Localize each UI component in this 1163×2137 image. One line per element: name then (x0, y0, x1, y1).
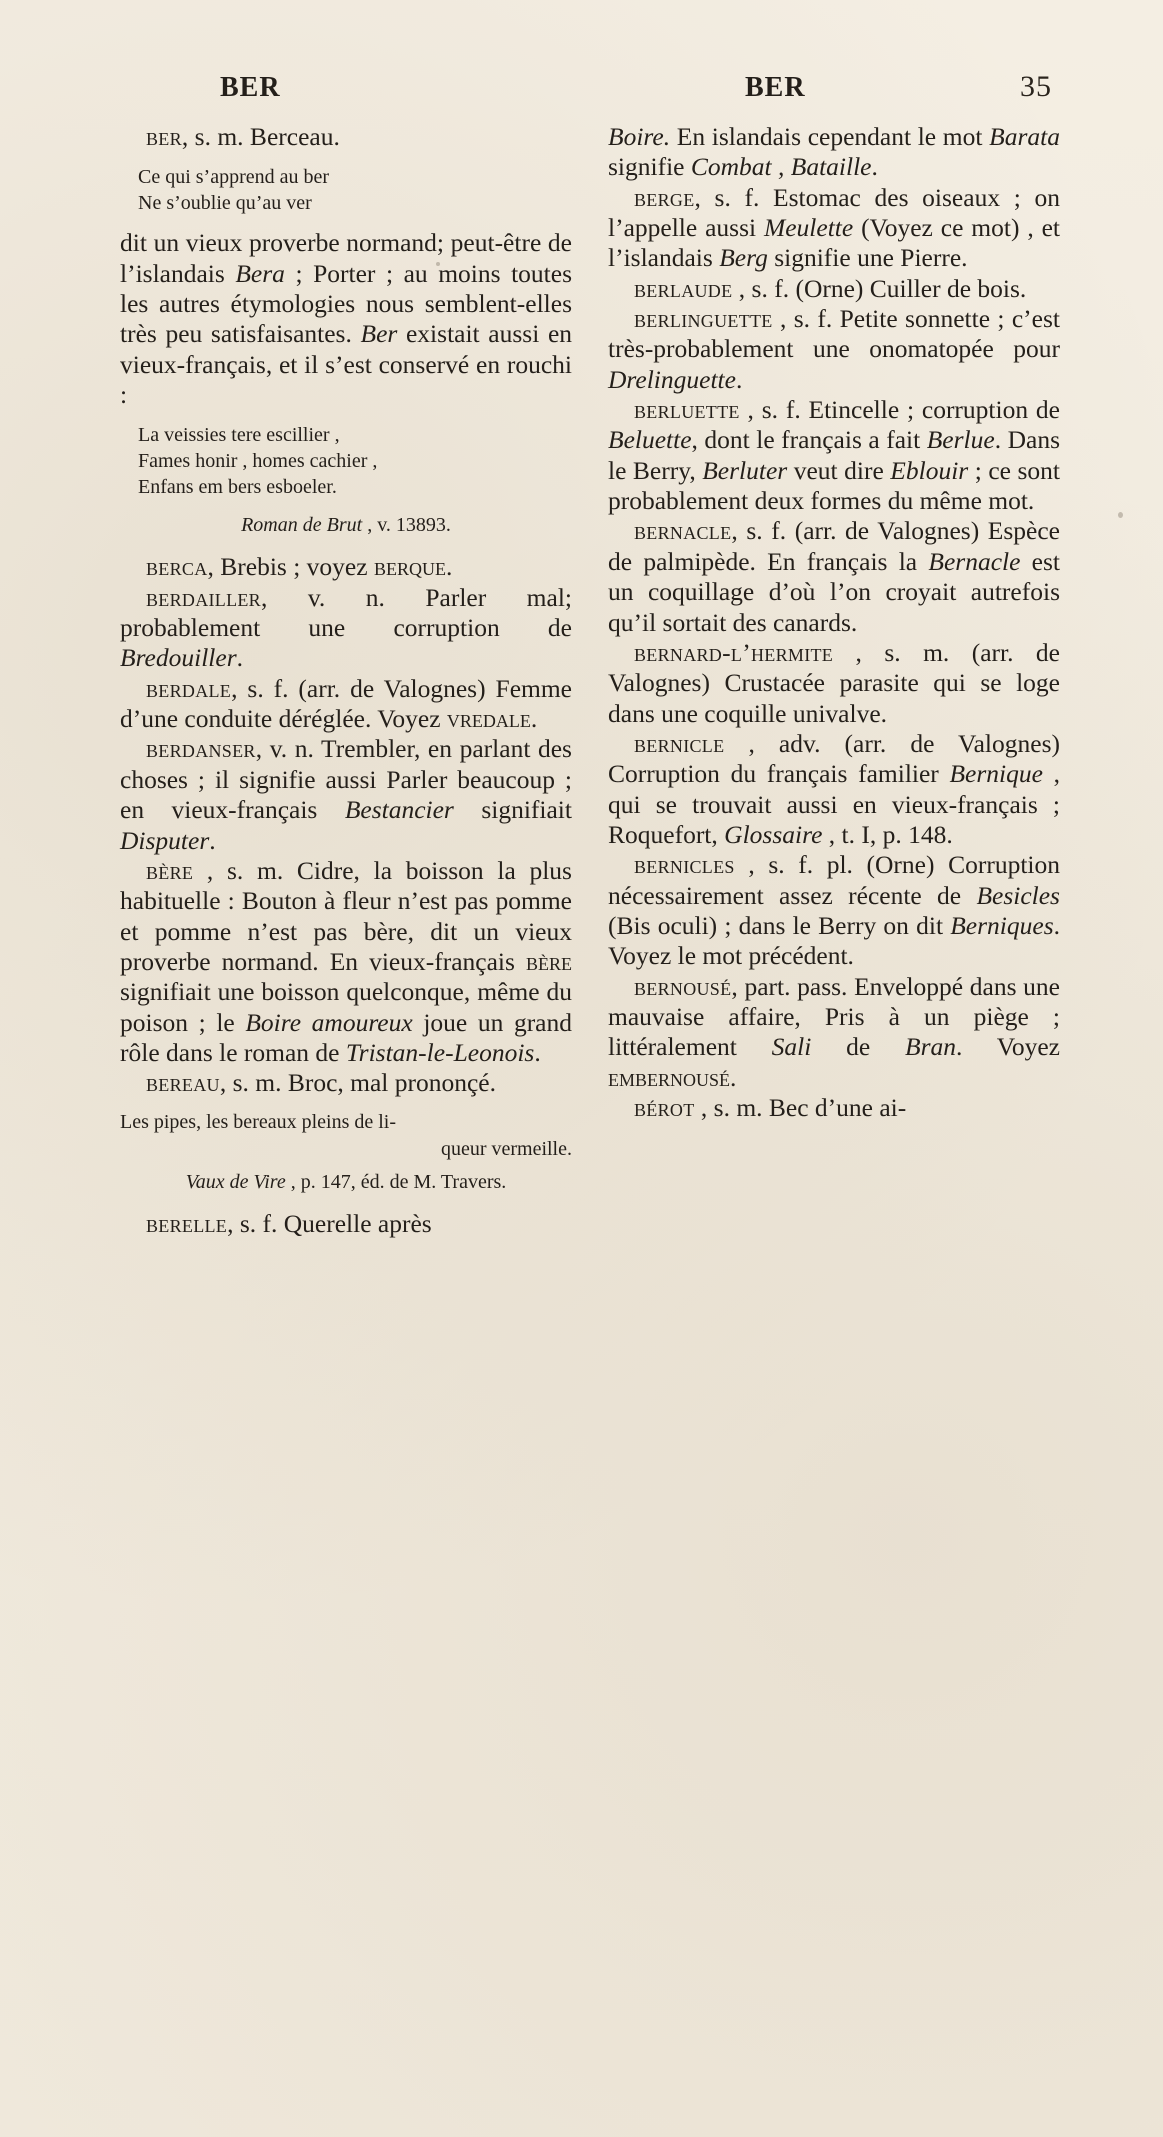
quote-line: queur vermeille. (440, 1137, 572, 1160)
verse-line: La veissies tere escillier , (138, 424, 340, 447)
entry-berluette: berluette , s. f. Etincelle ; corruption de Beluette, dont le français a fait Berlue. Dans le Berry, Berluter veut dire Eblouir ; ce sont probablement deux formes du même mot. (608, 395, 1060, 516)
entry-ber-body: dit un vieux proverbe normand; peut-être de l’islandais Bera ; Porter ; au moins toutes les autres étymologies nous semblent-elles très peu satisfaisantes. Ber existait aussi en vieux-français, et il s’est conservé en rouchi : (120, 228, 573, 410)
entry-berot: bérot , s. m. Bec d’une ai- (634, 1093, 907, 1122)
verse-line: Ne s’oublie qu’au ver (138, 192, 312, 215)
verse-line: Ce qui s’apprend au ber (138, 166, 330, 189)
entry-boire-continuation: Boire. En islandais cependant le mot Barata signifie Combat , Bataille. (608, 122, 1060, 182)
running-head-left: BER (220, 72, 281, 103)
paper-speck (1118, 512, 1123, 518)
page-content (120, 72, 1060, 1239)
entry-bernacle: bernacle, s. f. (arr. de Valognes) Espèce de palmipède. En français la Bernacle est un coquillage d’où l’on croyait autrefois qu’il sortait des canards. (608, 516, 1061, 637)
quote-bereaux (120, 1109, 572, 1163)
page-number: 35 (1020, 70, 1052, 103)
citation-roman-de-brut: Roman de Brut , v. 13893. (241, 514, 451, 537)
entry-bernicle: bernicle , adv. (arr. de Valognes) Corruption du français familier Bernique , qui se trouvait aussi en vieux-français ; Roquefort, Glossaire , t. I, p. 148. (608, 728, 1060, 849)
entry-berlaude: berlaude , s. f. (Orne) Cuiller de bois. (634, 273, 1027, 303)
verse-rouchi (138, 422, 572, 500)
citation-vaux-de-vire (120, 1169, 572, 1195)
entry-berlinguette: berlinguette , s. f. Petite sonnette ; c’est très-probablement une onomatopée pour Drelinguette. (608, 304, 1060, 394)
quote-line: Les pipes, les bereaux pleins de li- (120, 1110, 397, 1133)
entry-berdanser: berdanser, v. n. Trembler, en parlant des choses ; il signifie aussi Parler beaucoup ; en vieux-français Bestancier signifiait Disputer. (120, 734, 572, 855)
verse-line: Enfans em bers esboeler. (138, 476, 337, 499)
running-head (120, 72, 1060, 112)
text-columns (120, 122, 1060, 1239)
entry-berelle: berelle, s. f. Querelle après (146, 1208, 432, 1238)
column-left (120, 122, 572, 1239)
entry-bernard-l-hermite: bernard-l’hermite , s. m. (arr. de Valognes) Crustacée parasite qui se loge dans une coquille univalve. (608, 637, 1060, 728)
running-head-right: BER (745, 72, 806, 103)
verse-ber (138, 164, 572, 216)
citation-line-1: Vaux de Vire , p. 147, éd. de (185, 1170, 409, 1193)
entry-berca: berca, Brebis ; voyez berque. (146, 552, 453, 582)
citation-line-2: M. Travers. (413, 1170, 507, 1193)
verse-line: Fames honir , homes cachier , (138, 450, 378, 473)
entry-bereau: bereau, s. m. Broc, mal prononçé. (146, 1068, 497, 1098)
entry-berdailler: berdailler, v. n. Parler mal; probablement une corruption de Bredouiller. (120, 582, 572, 673)
entry-bere: bère , s. m. Cidre, la boisson la plus habituelle : Bouton à fleur n’est pas pomme et pomme n’est pas bère, dit un vieux proverbe normand. En vieux-français bère signifiait une boisson quelconque, même du poison ; le Boire amoureux joue un grand rôle dans le roman de Tristan-le-Leonois. (120, 855, 573, 1067)
column-right (608, 122, 1060, 1239)
entry-berge: berge, s. f. Estomac des oiseaux ; on l’appelle aussi Meulette (Voyez ce mot) , et l’islandais Berg signifie une Pierre. (608, 182, 1060, 273)
entry-berdale: berdale, s. f. (arr. de Valognes) Femme d’une conduite déréglée. Voyez vredale. (120, 673, 572, 734)
entry-bernouse: bernousé, part. pass. Enveloppé dans une mauvaise affaire, Pris à un piège ; littéralement Sali de Bran. Voyez embernousé. (608, 971, 1060, 1092)
entry-bernicles: bernicles , s. f. pl. (Orne) Corruption nécessairement assez récente de Besicles (Bis oculi) ; dans le Berry on dit Berniques. Voyez le mot précédent. (608, 850, 1060, 971)
entry-ber: ber, s. m. Berceau. (146, 122, 340, 151)
